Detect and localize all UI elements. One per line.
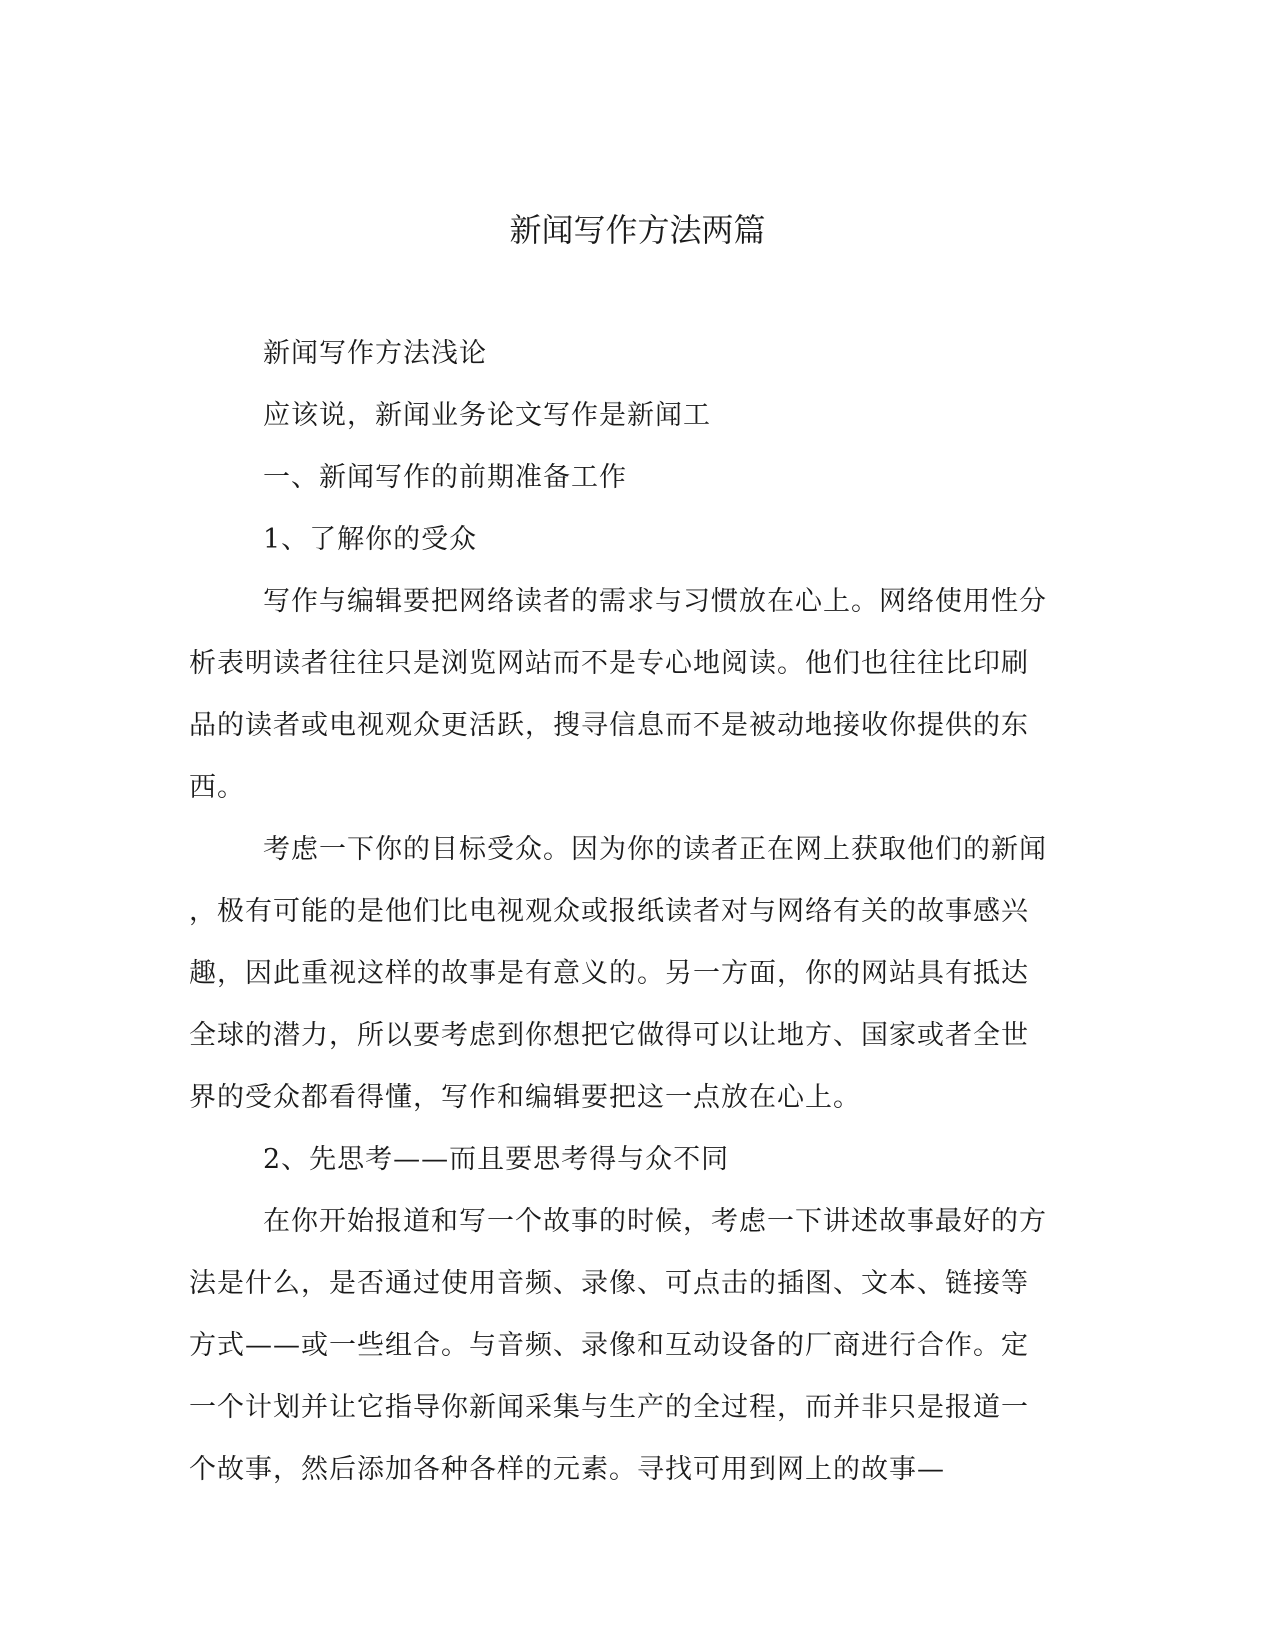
subsection-heading	[189, 509, 1075, 571]
text-line: 个故事，然后添加各种各样的元素。寻找可用到网上的故事—	[189, 1454, 945, 1485]
document-body	[189, 323, 1075, 1501]
paragraph	[189, 571, 1075, 819]
text-line: 析表明读者往往只是浏览网站而不是专心地阅读。他们也往往比印刷	[189, 648, 1029, 679]
text-line: 一、新闻写作的前期准备工作	[263, 462, 627, 493]
text-line: 新闻写作方法浅论	[263, 338, 487, 369]
text-line: 品的读者或电视观众更活跃，搜寻信息而不是被动地接收你提供的东	[189, 710, 1029, 741]
text-line: 方式——或一些组合。与音频、录像和互动设备的厂商进行合作。定	[189, 1330, 1029, 1361]
text-line: 考虑一下你的目标受众。因为你的读者正在网上获取他们的新闻	[263, 834, 1047, 865]
text-line: 趣，因此重视这样的故事是有意义的。另一方面，你的网站具有抵达	[189, 958, 1029, 989]
paragraph	[189, 1191, 1075, 1501]
paragraph	[189, 323, 1075, 385]
section-heading	[189, 447, 1075, 509]
text-line: 1、了解你的受众	[263, 524, 478, 555]
text-line: 写作与编辑要把网络读者的需求与习惯放在心上。网络使用性分	[263, 586, 1047, 617]
paragraph	[189, 819, 1075, 1129]
text-line: 全球的潜力，所以要考虑到你想把它做得可以让地方、国家或者全世	[189, 1020, 1029, 1051]
subsection-heading	[189, 1129, 1075, 1191]
text-line: 法是什么，是否通过使用音频、录像、可点击的插图、文本、链接等	[189, 1268, 1029, 1299]
text-line: 应该说，新闻业务论文写作是新闻工	[263, 400, 711, 431]
text-line: 2、先思考——而且要思考得与众不同	[263, 1144, 730, 1175]
document-title: 新闻写作方法两篇	[509, 211, 766, 249]
text-line: 界的受众都看得懂，写作和编辑要把这一点放在心上。	[189, 1082, 861, 1113]
text-line: 在你开始报道和写一个故事的时候，考虑一下讲述故事最好的方	[263, 1206, 1047, 1237]
text-line: 一个计划并让它指导你新闻采集与生产的全过程，而并非只是报道一	[189, 1392, 1029, 1423]
paragraph	[189, 385, 1075, 447]
text-line: ，极有可能的是他们比电视观众或报纸读者对与网络有关的故事感兴	[189, 896, 1029, 927]
text-line: 西。	[189, 772, 245, 803]
